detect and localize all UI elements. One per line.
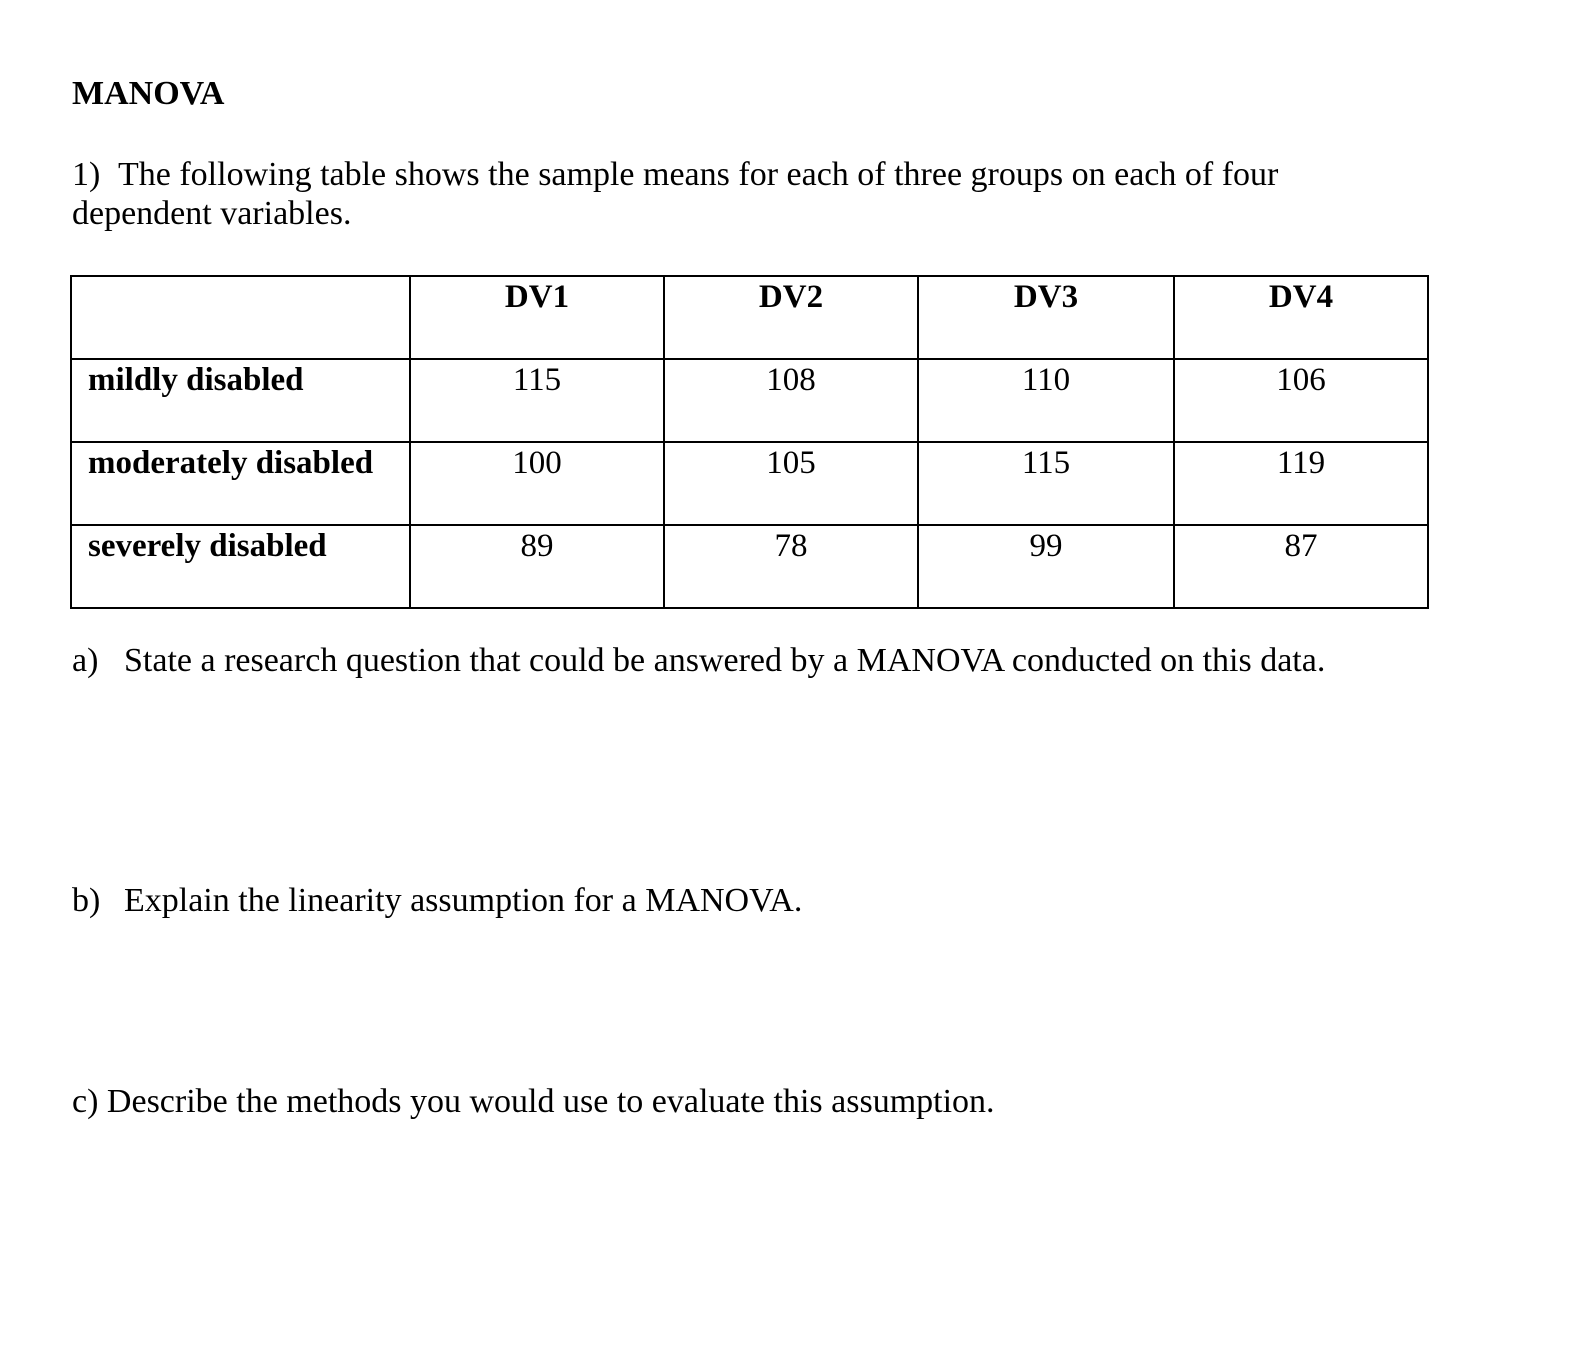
table-cell: 119 bbox=[1174, 442, 1428, 525]
question-b-label: b) bbox=[72, 882, 101, 919]
table-cell: 78 bbox=[664, 525, 918, 608]
question-c bbox=[72, 1082, 995, 1122]
table-header-dv3: DV3 bbox=[918, 276, 1174, 359]
table-row bbox=[71, 442, 1428, 525]
table-cell: 115 bbox=[410, 359, 664, 442]
table-cell: 87 bbox=[1174, 525, 1428, 608]
question-c-label: c) bbox=[72, 1083, 99, 1120]
row-label: mildly disabled bbox=[71, 359, 410, 442]
row-label: severely disabled bbox=[71, 525, 410, 608]
table-cell: 100 bbox=[410, 442, 664, 525]
question-c-text: Describe the methods you would use to evaluate this assumption. bbox=[106, 1083, 995, 1120]
table-row bbox=[71, 359, 1428, 442]
table-header-empty bbox=[71, 276, 410, 359]
table-cell: 99 bbox=[918, 525, 1174, 608]
table-header-dv4: DV4 bbox=[1174, 276, 1428, 359]
question-b bbox=[72, 881, 802, 921]
question-a-label: a) bbox=[72, 642, 99, 679]
table-header-dv2: DV2 bbox=[664, 276, 918, 359]
table-cell: 106 bbox=[1174, 359, 1428, 442]
table-cell: 89 bbox=[410, 525, 664, 608]
row-label: moderately disabled bbox=[71, 442, 410, 525]
question-b-text: Explain the linearity assumption for a MANOVA. bbox=[124, 882, 803, 919]
table-header-dv1: DV1 bbox=[410, 276, 664, 359]
sample-means-table bbox=[70, 275, 1429, 609]
question-a bbox=[72, 641, 1325, 681]
intro-paragraph bbox=[72, 155, 1392, 233]
intro-text: The following table shows the sample means for each of three groups on each of four dependent variables. bbox=[72, 156, 1279, 232]
table-cell: 108 bbox=[664, 359, 918, 442]
table-cell: 105 bbox=[664, 442, 918, 525]
table-cell: 110 bbox=[918, 359, 1174, 442]
page-title: MANOVA bbox=[72, 75, 225, 112]
table-row bbox=[71, 525, 1428, 608]
question-number: 1) bbox=[72, 156, 101, 193]
table-header-row bbox=[71, 276, 1428, 359]
table-cell: 115 bbox=[918, 442, 1174, 525]
question-a-text: State a research question that could be answered by a MANOVA conducted on this data. bbox=[124, 642, 1326, 679]
